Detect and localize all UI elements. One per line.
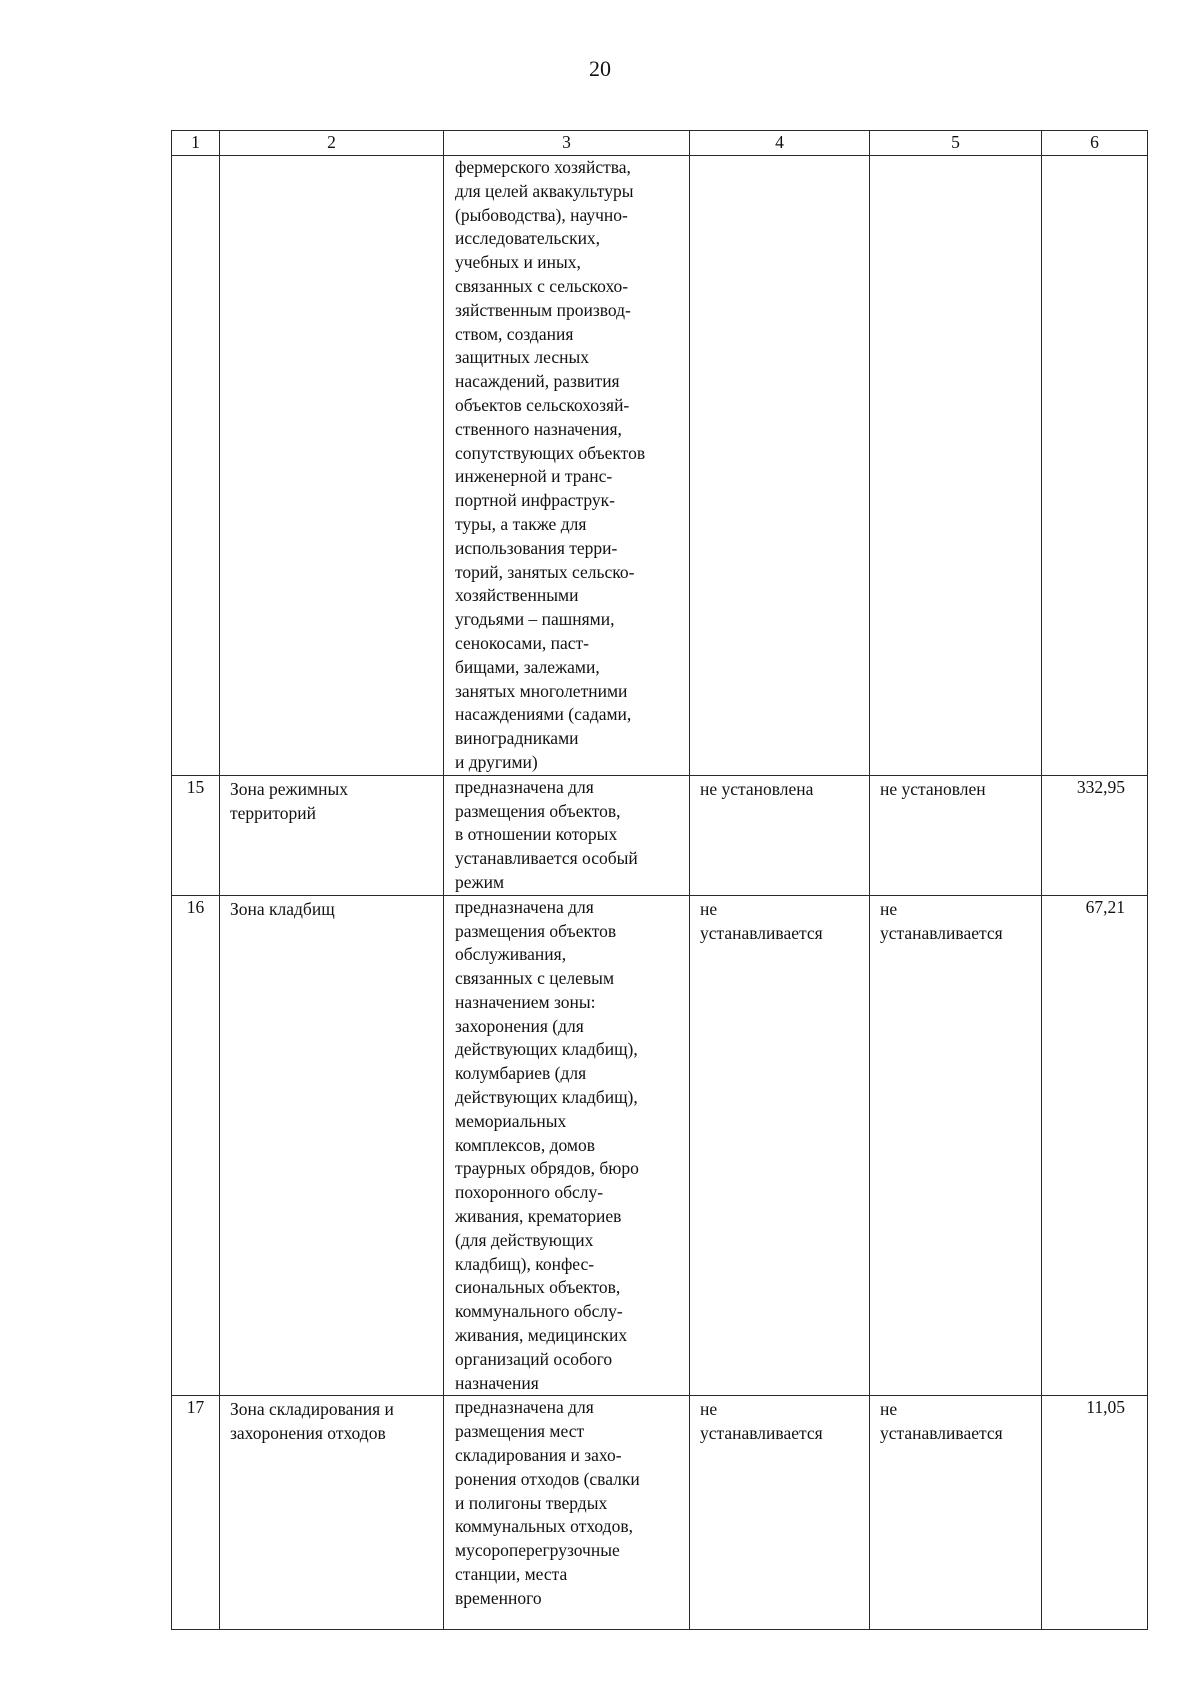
row-number-cell: 15: [172, 775, 220, 895]
column-4-cell: [690, 156, 870, 776]
column-4-cell: не установлена: [690, 775, 870, 895]
page-number: 20: [589, 56, 611, 81]
column-5-cell: не установлен: [870, 775, 1042, 895]
table-header-row: [172, 131, 1148, 156]
column-header-6: 6: [1042, 131, 1148, 156]
column-4-cell: не устанавливается: [690, 1396, 870, 1630]
zone-name-cell: Зона кладбищ: [220, 895, 444, 1396]
table-row-continuation: [172, 156, 1148, 776]
area-cell: 332,95: [1042, 775, 1148, 895]
zones-table: [171, 130, 1148, 1630]
table-row: [172, 775, 1148, 895]
column-header-5: 5: [870, 131, 1042, 156]
column-5-cell: [870, 156, 1042, 776]
zone-name-cell: Зона складирования и захоронения отходов: [220, 1396, 444, 1630]
column-header-2: 2: [220, 131, 444, 156]
row-number-cell: 16: [172, 895, 220, 1396]
column-5-cell: не устанавливается: [870, 1396, 1042, 1630]
area-cell: [1042, 156, 1148, 776]
area-cell: 11,05: [1042, 1396, 1148, 1630]
column-5-cell: не устанавливается: [870, 895, 1042, 1396]
zone-description-cell: предназначена для размещения объектов, в отношении которых устанавливается особый режим: [444, 775, 690, 895]
column-header-4: 4: [690, 131, 870, 156]
area-cell: 67,21: [1042, 895, 1148, 1396]
zone-description-cell: фермерского хозяйства, для целей аквакультуры (рыбоводства), научно- исследовательских, учебных и иных, связанных с сельскохо- зяйственным производ- ством, создания защитных лесных насаждений, развития объектов сельскохозяй- ственного назначения, сопутствующих объектов инженерной и транс- портной инфраструк- туры, а также для использования терри- торий, занятых сельско- хозяйственными угодьями – пашнями, сенокосами, паст- бищами, залежами, занятых многолетними насаждениями (садами, виноградниками и другими): [444, 156, 690, 776]
zone-description-cell: предназначена для размещения объектов обслуживания, связанных с целевым назначением зоны: захоронения (для действующих кладбищ), колумбариев (для действующих кладбищ), мемориальных комплексов, домов траурных обрядов, бюро похоронного обслу- живания, крематориев (для действующих кладбищ), конфес- сиональных объектов, коммунального обслу- живания, медицинских организаций особого назначения: [444, 895, 690, 1396]
row-number-cell: 17: [172, 1396, 220, 1630]
column-header-1: 1: [172, 131, 220, 156]
zone-name-cell: Зона режимных территорий: [220, 775, 444, 895]
table-row: [172, 1396, 1148, 1630]
table-row: [172, 895, 1148, 1396]
column-header-3: 3: [444, 131, 690, 156]
zone-description-cell: предназначена для размещения мест складирования и захо- ронения отходов (свалки и полигоны твердых коммунальных отходов, мусороперегрузочные станции, места временного: [444, 1396, 690, 1630]
row-number-cell: [172, 156, 220, 776]
zone-name-cell: [220, 156, 444, 776]
column-4-cell: не устанавливается: [690, 895, 870, 1396]
